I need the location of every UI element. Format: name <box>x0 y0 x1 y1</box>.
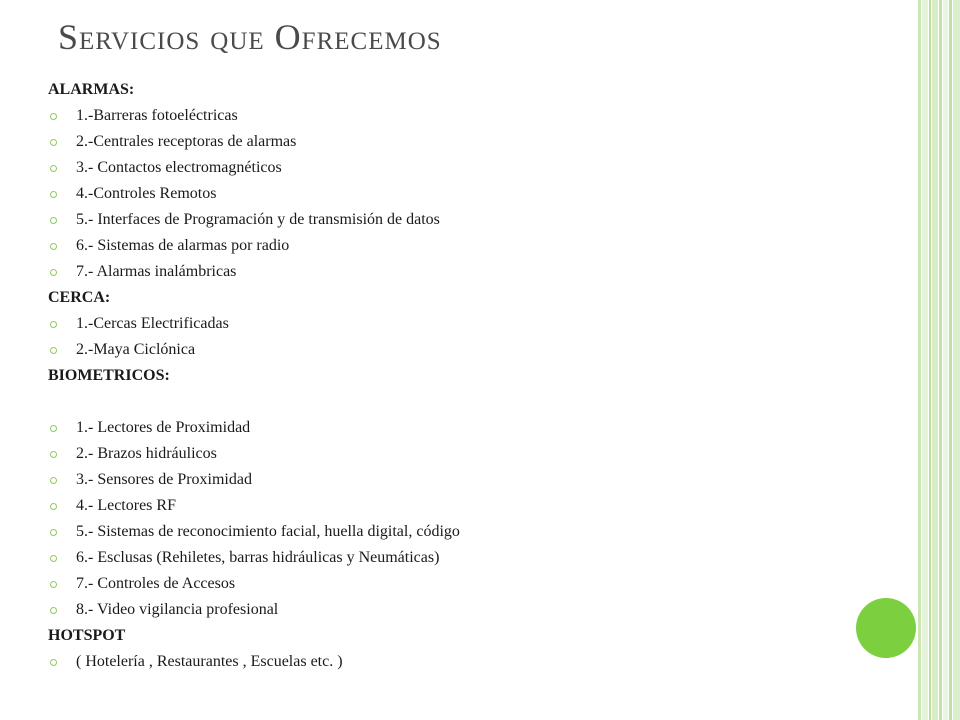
decorative-stripe <box>929 0 931 720</box>
list-item-text: 4.-Controles Remotos <box>76 185 217 202</box>
list-item <box>48 649 848 675</box>
list-item-text: 7.- Controles de Accesos <box>76 575 236 592</box>
list-item <box>48 337 848 363</box>
ring-bullet-icon <box>50 555 57 562</box>
decorative-circle <box>856 598 916 658</box>
list-item <box>48 181 848 207</box>
list-item <box>48 519 848 545</box>
decorative-stripe <box>953 0 960 720</box>
list-item-text: ( Hotelería , Restaurantes , Escuelas etc. ) <box>76 653 343 670</box>
ring-bullet-icon <box>50 425 57 432</box>
ring-bullet-icon <box>50 659 57 666</box>
section-heading-biometricos: BIOMETRICOS: <box>48 367 170 384</box>
ring-bullet-icon <box>50 113 57 120</box>
list-item-text: 6.- Sistemas de alarmas por radio <box>76 237 290 254</box>
list-item-text: 3.- Contactos electromagnéticos <box>76 159 282 176</box>
decorative-stripe <box>918 0 921 720</box>
list-item <box>48 233 848 259</box>
section-heading-cerca: CERCA: <box>48 289 111 306</box>
ring-bullet-icon <box>50 347 57 354</box>
section-heading-hotspot: HOTSPOT <box>48 627 126 644</box>
list-item <box>48 259 848 285</box>
ring-bullet-icon <box>50 269 57 276</box>
list-item <box>48 311 848 337</box>
list-item <box>48 207 848 233</box>
list-item <box>48 415 848 441</box>
ring-bullet-icon <box>50 503 57 510</box>
slide-title: Servicios que Ofrecemos <box>58 17 442 57</box>
section-heading-alarmas: ALARMAS: <box>48 81 135 98</box>
list-item-text: 1.- Lectores de Proximidad <box>76 419 251 436</box>
list-item-text: 1.-Cercas Electrificadas <box>76 315 229 332</box>
list-item <box>48 129 848 155</box>
list-item <box>48 545 848 571</box>
ring-bullet-icon <box>50 321 57 328</box>
slide-content <box>48 77 848 675</box>
list-item <box>48 493 848 519</box>
ring-bullet-icon <box>50 217 57 224</box>
decorative-stripe <box>939 0 942 720</box>
list-item-text: 5.- Sistemas de reconocimiento facial, huella digital, código <box>76 523 460 540</box>
ring-bullet-icon <box>50 191 57 198</box>
list-item-text: 2.-Maya Ciclónica <box>76 341 196 358</box>
list-item-text: 1.-Barreras fotoeléctricas <box>76 107 238 124</box>
list-item <box>48 467 848 493</box>
list-item-text: 6.- Esclusas (Rehiletes, barras hidráulicas y Neumáticas) <box>76 549 440 566</box>
blank-line <box>48 389 848 415</box>
ring-bullet-icon <box>50 529 57 536</box>
ring-bullet-icon <box>50 139 57 146</box>
ring-bullet-icon <box>50 243 57 250</box>
ring-bullet-icon <box>50 451 57 458</box>
list-item-text: 2.-Centrales receptoras de alarmas <box>76 133 297 150</box>
list-item <box>48 155 848 181</box>
list-item-text: 3.- Sensores de Proximidad <box>76 471 252 488</box>
decorative-stripe <box>922 0 928 720</box>
ring-bullet-icon <box>50 165 57 172</box>
list-item <box>48 571 848 597</box>
ring-bullet-icon <box>50 477 57 484</box>
list-item-text: 5.- Interfaces de Programación y de transmisión de datos <box>76 211 440 228</box>
decorative-stripe <box>943 0 948 720</box>
list-item-text: 4.- Lectores RF <box>76 497 176 514</box>
ring-bullet-icon <box>50 581 57 588</box>
decorative-stripe <box>949 0 952 720</box>
ring-bullet-icon <box>50 607 57 614</box>
list-item-text: 8.- Video vigilancia profesional <box>76 601 279 618</box>
list-item-text: 2.- Brazos hidráulicos <box>76 445 217 462</box>
list-item-text: 7.- Alarmas inalámbricas <box>76 263 237 280</box>
list-item <box>48 597 848 623</box>
list-item <box>48 103 848 129</box>
decorative-stripe <box>932 0 938 720</box>
list-item <box>48 441 848 467</box>
